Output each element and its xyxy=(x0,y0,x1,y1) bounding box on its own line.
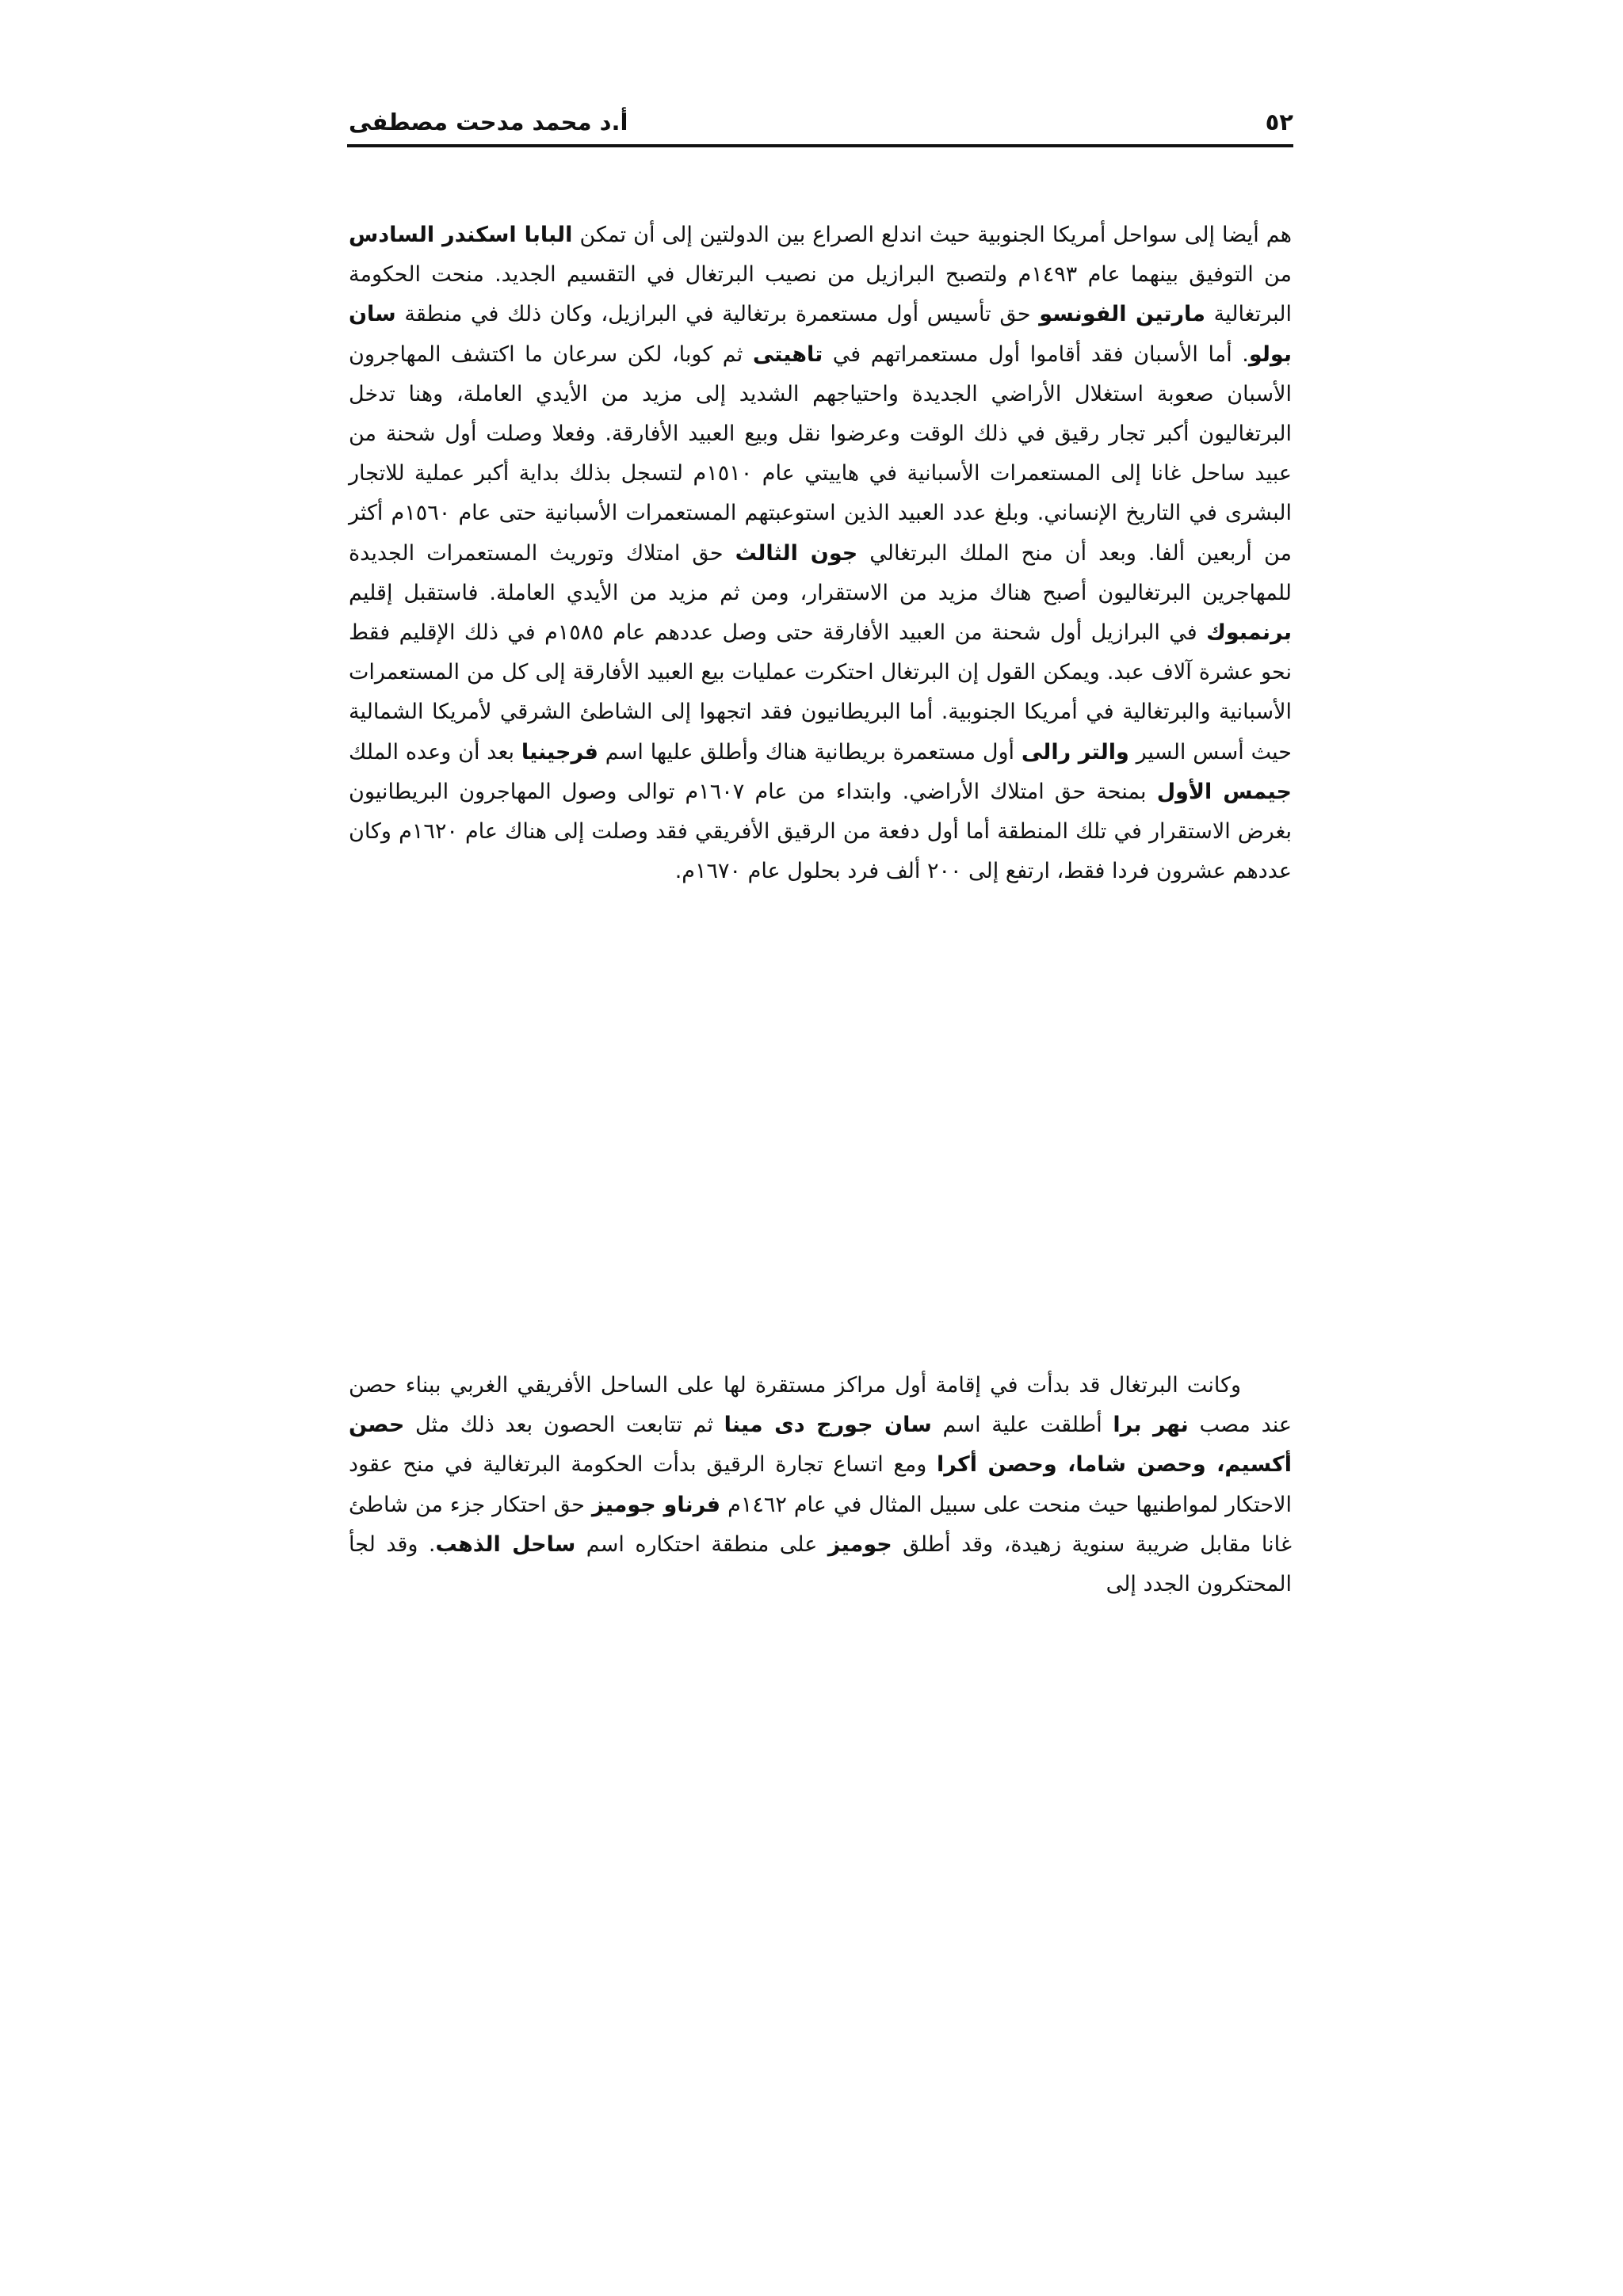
page-number: ٥٢ xyxy=(1265,109,1293,135)
text-run: حق تأسيس أول مستعمرة برتغالية في البرازيل، وكان ذلك في منطقة xyxy=(395,302,1040,327)
bold-term: جون الثالث xyxy=(735,540,858,566)
bold-term: مارتين الفونسو xyxy=(1039,302,1205,327)
author-name: أ.د محمد مدحت مصطفى xyxy=(349,109,628,135)
bold-term: جيمس الأول xyxy=(1156,779,1293,804)
bold-term: سان جورج دى مينا xyxy=(724,1413,932,1438)
text-run: بمنحة حق امتلاك الأراضي. وابتداء من عام ١٦٠٧م توالى وصول المهاجرون البريطانيون بغرض الاستقرار في تلك المنطقة أما أول دفعة من الرقيق الأفريقي فقد وصلت إلى هناك عام ١٦٢٠م وكان عددهم عشرون فردا فقط، ارتفع إلى ٢٠٠ ألف فرد بحلول عام ١٦٧٠م. xyxy=(349,779,1293,884)
text-run: حق امتلاك وتوريث المستعمرات الجديدة للمهاجرين البرتغاليون أصبح هناك مزيد من الاستقرار، ومن ثم مزيد من الأيدي العاملة. فاستقبل إقليم xyxy=(349,540,1292,605)
text-run: هم أيضا إلى سواحل أمريكا الجنوبية حيث اندلع الصراع بين الدولتين إلى أن تمكن xyxy=(572,223,1292,247)
body-paragraph-1 xyxy=(349,215,1292,891)
bold-term: والتر رالى xyxy=(1021,739,1129,765)
bold-term: ساحل الذهب xyxy=(435,1531,576,1557)
text-run: وكانت البرتغال قد بدأت في إقامة أول مراكز مستقرة لها على الساحل الأفريقي الغربي ببناء حصن عند مصب xyxy=(349,1373,1293,1438)
bold-term: فرناو جوميز xyxy=(591,1492,721,1517)
text-run: في البرازيل أول شحنة من العبيد الأفارقة حتى وصل عددهم عام ١٥٨٥م في ذلك الإقليم فقط نحو عشرة آلاف عبد. ويمكن القول إن البرتغال احتكرت عمليات بيع العبيد الأفارقة إلى كل من المستعمرات الأسبانية والبرتغالية في أمريكا الجنوبية. أما البريطانيون فقد اتجهوا إلى الشاطئ الشرقي لأمريكا الشمالية حيث أسس السير xyxy=(349,620,1292,765)
text-run: ثم تتابعت الحصون بعد ذلك مثل xyxy=(404,1413,724,1438)
text-run: من التوفيق بينهما عام ١٤٩٣م ولتصبح البرازيل من نصيب البرتغال في التقسيم الجديد. منحت الحكومة البرتغالية xyxy=(349,262,1292,327)
bold-term: حصن أكسيم، وحصن شاما، وحصن أكرا xyxy=(349,1413,1293,1478)
text-run: على منطقة احتكاره اسم xyxy=(575,1531,828,1557)
text-run: . أما الأسبان فقد أقاموا أول مستعمراتهم في xyxy=(823,341,1249,367)
text-run: ومع اتساع تجارة الرقيق بدأت الحكومة البرتغالية في منح عقود الاحتكار لمواطنيها حيث منحت على سبيل المثال في عام ١٤٦٢م xyxy=(349,1452,1293,1517)
bold-term: سان بولو xyxy=(349,302,1292,367)
text-run: أول مستعمرة بريطانية هناك وأطلق عليها اسم xyxy=(598,739,1022,765)
bold-term: نهر برا xyxy=(1113,1413,1189,1438)
text-run: . وقد لجأ المحتكرون الجدد إلى xyxy=(349,1531,1292,1597)
bold-term: البابا اسكندر السادس xyxy=(349,223,573,247)
text-run: أطلقت علية اسم xyxy=(931,1413,1113,1438)
bold-term: تاهيتى xyxy=(752,341,823,367)
header-divider xyxy=(347,144,1293,147)
text-run: بعد أن وعده الملك xyxy=(349,739,521,765)
running-header xyxy=(349,93,1293,151)
text-run: حق احتكار جزء من شاطئ غانا مقابل ضريبة سنوية زهيدة، وقد أطلق xyxy=(349,1492,1292,1557)
text-run: ثم كوبا، لكن سرعان ما اكتشف المهاجرون الأسبان صعوبة استغلال الأراضي الجديدة واحتياجهم الشديد إلى مزيد من الأيدي العاملة، وهنا تدخل البرتغاليون أكبر تجار رقيق في ذلك الوقت وعرضوا نقل وبيع العبيد الأفارقة. وفعلا وصلت أول شحنة من عبيد ساحل غانا إلى المستعمرات الأسبانية في هاييتي عام ١٥١٠م لتسجل بذلك بداية أكبر عملية للاتجار البشرى في التاريخ الإنساني. وبلغ عدد العبيد الذين استوعبتهم المستعمرات الأسبانية حتى عام ١٥٦٠م أكثر من أربعين ألفا. وبعد أن منح الملك البرتغالي xyxy=(349,341,1293,566)
bold-term: فرجينيا xyxy=(521,739,598,765)
body-paragraph-2 xyxy=(349,1366,1292,1604)
bold-term: برنمبوك xyxy=(1206,620,1292,646)
bold-term: جوميز xyxy=(827,1531,892,1557)
